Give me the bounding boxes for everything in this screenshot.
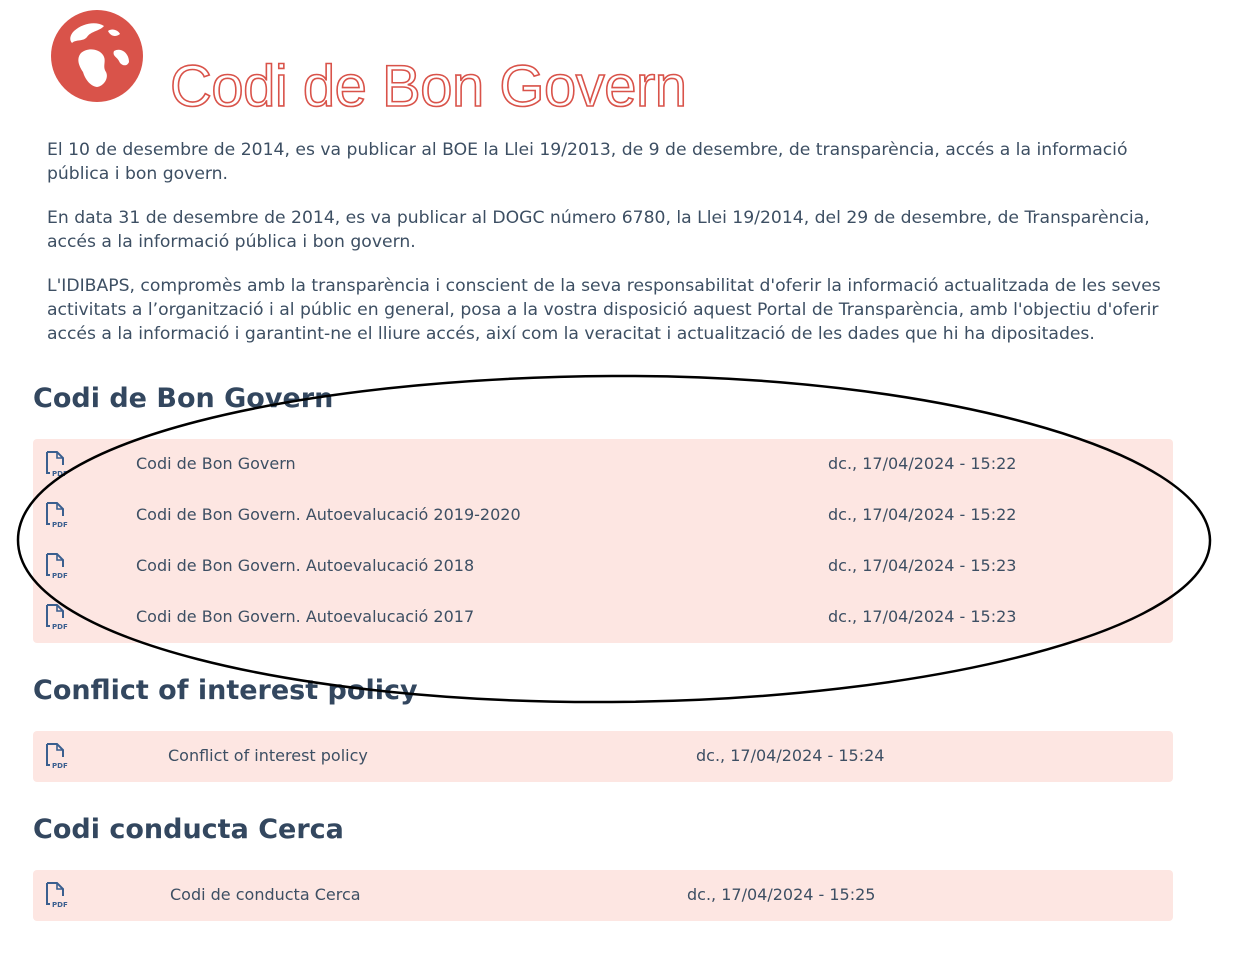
- page-title: Codi de Bon Govern: [170, 53, 687, 119]
- svg-text:PDF: PDF: [52, 470, 68, 477]
- document-link[interactable]: Codi de conducta Cerca: [170, 885, 361, 904]
- document-link[interactable]: Codi de Bon Govern. Autoevalucació 2017: [136, 607, 475, 626]
- document-link[interactable]: Codi de Bon Govern: [136, 454, 296, 473]
- document-link[interactable]: Codi de Bon Govern. Autoevalucació 2018: [136, 556, 475, 575]
- document-link[interactable]: Conflict of interest policy: [168, 746, 368, 765]
- document-date: dc., 17/04/2024 - 15:22: [828, 505, 1017, 524]
- section-title-codi-conducta-cerca: Codi conducta Cerca: [33, 814, 344, 845]
- document-date: dc., 17/04/2024 - 15:23: [828, 607, 1017, 626]
- document-date: dc., 17/04/2024 - 15:25: [687, 885, 876, 904]
- document-row[interactable]: [33, 541, 1173, 592]
- document-row[interactable]: [33, 439, 1173, 490]
- pdf-icon[interactable]: [45, 451, 69, 477]
- svg-text:PDF: PDF: [52, 901, 68, 908]
- section-title-codi-bon-govern: Codi de Bon Govern: [33, 383, 334, 414]
- svg-text:PDF: PDF: [52, 572, 68, 579]
- document-list-codi-conducta-cerca: [33, 870, 1173, 921]
- document-row[interactable]: [33, 490, 1173, 541]
- document-link[interactable]: Codi de Bon Govern. Autoevalucació 2019-2020: [136, 505, 521, 524]
- pdf-icon[interactable]: [45, 882, 69, 908]
- intro-paragraph: L'IDIBAPS, compromès amb la transparència i conscient de la seva responsabilitat d'oferir la informació actualitzada de les seves activitats a l’organització i al públic en general, posa a la vostra disposició aquest Portal de Transparència, amb l'objectiu d'oferir accés a la informació i garantint-ne el lliure accés, així com la veracitat i actualització de les dades que hi ha dipositades.: [47, 276, 1161, 344]
- section-title-conflict-of-interest: Conflict of interest policy: [33, 675, 418, 706]
- pdf-icon[interactable]: [45, 604, 69, 630]
- document-row[interactable]: [33, 731, 1173, 782]
- document-row[interactable]: [33, 592, 1173, 643]
- svg-text:PDF: PDF: [52, 762, 68, 769]
- document-date: dc., 17/04/2024 - 15:22: [828, 454, 1017, 473]
- intro-paragraph: En data 31 de desembre de 2014, es va publicar al DOGC número 6780, la Llei 19/2014, del 29 de desembre, de Transparència, accés a la informació pública i bon govern.: [47, 208, 1150, 252]
- header: [50, 8, 144, 104]
- svg-text:PDF: PDF: [52, 521, 68, 528]
- pdf-icon[interactable]: [45, 502, 69, 528]
- document-row[interactable]: [33, 870, 1173, 921]
- svg-text:PDF: PDF: [52, 623, 68, 630]
- globe-icon: [50, 9, 144, 103]
- document-date: dc., 17/04/2024 - 15:24: [696, 746, 885, 765]
- document-list-conflict-of-interest: [33, 731, 1173, 782]
- pdf-icon[interactable]: [45, 743, 69, 769]
- pdf-icon[interactable]: [45, 553, 69, 579]
- intro-paragraph: El 10 de desembre de 2014, es va publicar al BOE la Llei 19/2013, de 9 de desembre, de transparència, accés a la informació pública i bon govern.: [47, 140, 1128, 184]
- intro-text: [47, 138, 1167, 366]
- document-date: dc., 17/04/2024 - 15:23: [828, 556, 1017, 575]
- document-list-codi-bon-govern: [33, 439, 1173, 643]
